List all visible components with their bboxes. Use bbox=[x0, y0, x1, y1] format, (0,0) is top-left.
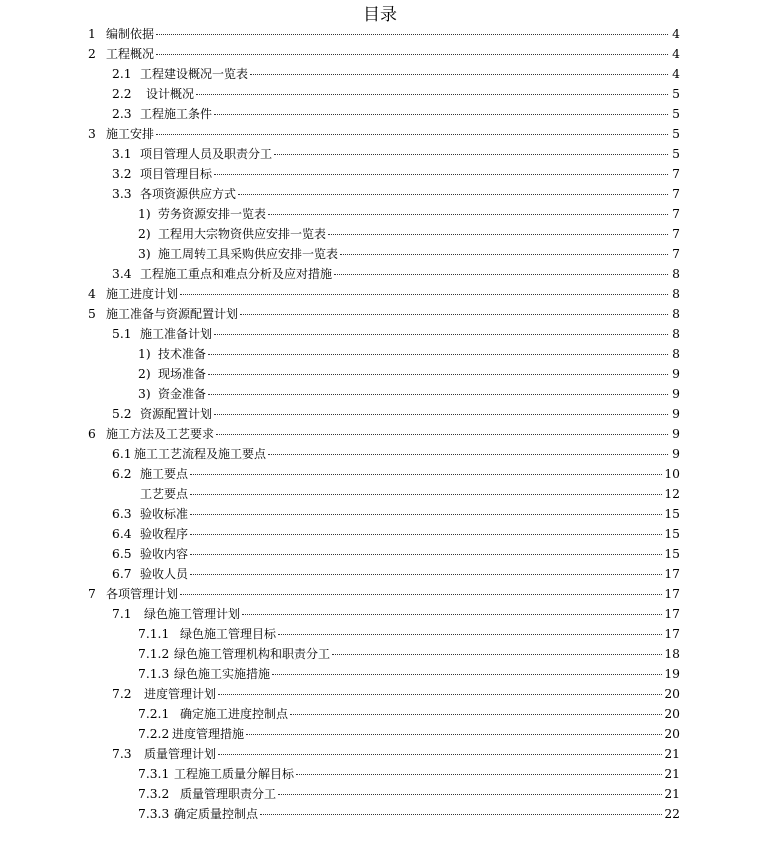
toc-entry-number: 2 bbox=[88, 47, 96, 61]
toc-entry-page: 7 bbox=[672, 167, 680, 181]
toc-entry-number: 3.1 bbox=[112, 147, 132, 161]
toc-entry-title: 现场准备 bbox=[158, 367, 207, 381]
toc-entry-number: 2) bbox=[138, 367, 151, 381]
toc-entry-title: 资金准备 bbox=[158, 387, 207, 401]
dot-leader bbox=[218, 740, 662, 755]
toc-entry-title: 绿色施工管理目标 bbox=[180, 627, 277, 641]
toc-entry-page: 5 bbox=[672, 127, 680, 141]
toc-entry-title: 验收标准 bbox=[140, 507, 189, 521]
toc-entry-page: 4 bbox=[672, 27, 680, 41]
dot-leader bbox=[216, 420, 668, 435]
toc-entry-number: 7.1.3 bbox=[138, 667, 170, 681]
toc-entry-page: 9 bbox=[672, 407, 680, 421]
toc-entry-page: 7 bbox=[672, 227, 680, 241]
toc-entry-number: 7.3 bbox=[112, 747, 132, 761]
toc-entry-page: 8 bbox=[672, 347, 680, 361]
toc-entry-page: 8 bbox=[672, 267, 680, 281]
toc-entry-title: 各项管理计划 bbox=[106, 587, 179, 601]
toc-entry-number: 5 bbox=[88, 307, 96, 321]
toc-entry-page: 4 bbox=[672, 67, 680, 81]
toc-entry-page: 10 bbox=[664, 467, 680, 481]
toc-entry-title: 施工周转工具采购供应安排一览表 bbox=[158, 247, 339, 261]
toc-entry-page: 4 bbox=[672, 47, 680, 61]
toc-entry-page: 7 bbox=[672, 187, 680, 201]
dot-leader bbox=[328, 220, 668, 235]
toc-entry[interactable] bbox=[138, 803, 680, 823]
dot-leader bbox=[268, 440, 668, 455]
toc-entry-number: 7 bbox=[88, 587, 96, 601]
toc-entry-title: 各项资源供应方式 bbox=[140, 187, 237, 201]
toc-entry-page: 22 bbox=[664, 807, 680, 821]
toc-entry-number: 7.3.1 bbox=[138, 767, 170, 781]
toc-entry-number: 3.3 bbox=[112, 187, 132, 201]
toc-entry-title: 绿色施工管理计划 bbox=[144, 607, 241, 621]
dot-leader bbox=[278, 780, 662, 795]
toc-entry-page: 19 bbox=[664, 667, 680, 681]
dot-leader bbox=[218, 680, 662, 695]
toc-entry-title: 施工准备与资源配置计划 bbox=[106, 307, 239, 321]
dot-leader bbox=[250, 60, 668, 75]
toc-entry-title: 进度管理计划 bbox=[144, 687, 217, 701]
dot-leader bbox=[214, 160, 668, 175]
toc-entry-number: 2.3 bbox=[112, 107, 132, 121]
toc-entry-title: 验收内容 bbox=[140, 547, 189, 561]
toc-entry-page: 9 bbox=[672, 387, 680, 401]
toc-entry-number: 6.7 bbox=[112, 567, 132, 581]
dot-leader bbox=[278, 620, 662, 635]
toc-entry-number: 1) bbox=[138, 347, 151, 361]
dot-leader bbox=[190, 460, 662, 475]
toc-entry-number: 7.2 bbox=[112, 687, 132, 701]
toc-entry-page: 21 bbox=[664, 767, 680, 781]
toc-entry-page: 5 bbox=[672, 87, 680, 101]
dot-leader bbox=[332, 640, 662, 655]
toc-entry-title: 绿色施工实施措施 bbox=[174, 667, 271, 681]
toc-entry-title: 工艺要点 bbox=[140, 487, 189, 501]
toc-entry-title: 技术准备 bbox=[158, 347, 207, 361]
dot-leader bbox=[190, 500, 662, 515]
toc-entry-title: 工程施工重点和难点分析及应对措施 bbox=[140, 267, 333, 281]
toc-entry-title: 设计概况 bbox=[146, 87, 195, 101]
toc-entry-number: 7.2.1 bbox=[138, 707, 170, 721]
toc-entry-page: 5 bbox=[672, 147, 680, 161]
dot-leader bbox=[214, 100, 668, 115]
dot-leader bbox=[190, 520, 662, 535]
dot-leader bbox=[156, 120, 668, 135]
toc-entry-title: 工程建设概况一览表 bbox=[140, 67, 249, 81]
toc-entry-title: 质量管理职责分工 bbox=[180, 787, 277, 801]
dot-leader bbox=[296, 760, 662, 775]
toc-entry-number: 6.4 bbox=[112, 527, 132, 541]
toc-entry-page: 17 bbox=[664, 607, 680, 621]
toc-entry-number: 2.1 bbox=[112, 67, 132, 81]
toc-entry-title: 确定施工进度控制点 bbox=[180, 707, 289, 721]
toc-entry-number: 3 bbox=[88, 127, 96, 141]
dot-leader bbox=[214, 400, 668, 415]
toc-entry-page: 20 bbox=[664, 727, 680, 741]
toc-entry-page: 12 bbox=[664, 487, 680, 501]
toc-entry-title: 编制依据 bbox=[106, 27, 155, 41]
toc-entry-page: 8 bbox=[672, 307, 680, 321]
toc-entry-number: 2) bbox=[138, 227, 151, 241]
toc-entry-number: 3) bbox=[138, 387, 151, 401]
toc-entry-page: 17 bbox=[664, 587, 680, 601]
toc-entry-number: 5.2 bbox=[112, 407, 132, 421]
toc-entry-page: 21 bbox=[664, 787, 680, 801]
dot-leader bbox=[260, 800, 662, 815]
dot-leader bbox=[290, 700, 662, 715]
toc-entry-title: 工程概况 bbox=[106, 47, 155, 61]
toc-entry-title: 施工要点 bbox=[140, 467, 189, 481]
toc-entry-number: 1 bbox=[88, 27, 96, 41]
dot-leader bbox=[208, 340, 668, 355]
page-title: 目录 bbox=[363, 5, 397, 25]
dot-leader bbox=[334, 260, 668, 275]
toc-entry-number: 5.1 bbox=[112, 327, 132, 341]
toc-entry-number: 6 bbox=[88, 427, 96, 441]
toc-entry-number: 6.3 bbox=[112, 507, 132, 521]
toc-entry-number: 3.2 bbox=[112, 167, 132, 181]
toc-entry-page: 9 bbox=[672, 427, 680, 441]
toc-entry-page: 20 bbox=[664, 687, 680, 701]
dot-leader bbox=[242, 600, 662, 615]
toc-entry-page: 17 bbox=[664, 567, 680, 581]
toc-entry-number: 6.1 bbox=[112, 447, 132, 461]
toc-entry-number: 6.5 bbox=[112, 547, 132, 561]
toc-entry-page: 15 bbox=[664, 547, 680, 561]
toc-entry-number: 6.2 bbox=[112, 467, 132, 481]
toc-entry-title: 资源配置计划 bbox=[140, 407, 213, 421]
dot-leader bbox=[190, 480, 662, 495]
toc-entry-title: 进度管理措施 bbox=[172, 727, 245, 741]
toc-entry-page: 5 bbox=[672, 107, 680, 121]
toc-entry-title: 确定质量控制点 bbox=[174, 807, 259, 821]
toc-entry-number: 7.1.1 bbox=[138, 627, 170, 641]
toc-entry-page: 17 bbox=[664, 627, 680, 641]
dot-leader bbox=[180, 280, 668, 295]
toc-entry-title: 工程用大宗物资供应安排一览表 bbox=[158, 227, 327, 241]
toc-entry-number: 3.4 bbox=[112, 267, 132, 281]
toc-entry-title: 工程施工条件 bbox=[140, 107, 213, 121]
toc-entry-page: 21 bbox=[664, 747, 680, 761]
toc-entry-page: 15 bbox=[664, 527, 680, 541]
toc-entry-title: 施工方法及工艺要求 bbox=[106, 427, 215, 441]
toc-entry-number: 7.3.2 bbox=[138, 787, 170, 801]
toc-entry-page: 20 bbox=[664, 707, 680, 721]
dot-leader bbox=[340, 240, 668, 255]
toc-entry-number: 3) bbox=[138, 247, 151, 261]
dot-leader bbox=[208, 380, 668, 395]
toc-entry-number: 1) bbox=[138, 207, 151, 221]
toc-entry-title: 绿色施工管理机构和职责分工 bbox=[174, 647, 331, 661]
dot-leader bbox=[246, 720, 662, 735]
toc-entry-page: 7 bbox=[672, 247, 680, 261]
toc-entry-page: 9 bbox=[672, 447, 680, 461]
toc-entry-page: 7 bbox=[672, 207, 680, 221]
toc-entry-title: 劳务资源安排一览表 bbox=[158, 207, 267, 221]
toc-entry-number: 7.1 bbox=[112, 607, 132, 621]
toc-entry-title: 施工工艺流程及施工要点 bbox=[134, 447, 267, 461]
toc-entry-number: 2.2 bbox=[112, 87, 132, 101]
dot-leader bbox=[156, 40, 668, 55]
dot-leader bbox=[156, 20, 668, 35]
toc-entry-page: 15 bbox=[664, 507, 680, 521]
dot-leader bbox=[274, 140, 668, 155]
dot-leader bbox=[190, 540, 662, 555]
toc-entry-page: 8 bbox=[672, 327, 680, 341]
toc-entry-title: 项目管理人员及职责分工 bbox=[140, 147, 273, 161]
toc-entry-title: 施工进度计划 bbox=[106, 287, 179, 301]
toc-entry-title: 工程施工质量分解目标 bbox=[174, 767, 295, 781]
toc-entry-title: 质量管理计划 bbox=[144, 747, 217, 761]
toc-entry-page: 8 bbox=[672, 287, 680, 301]
toc-entry-title: 施工安排 bbox=[106, 127, 155, 141]
dot-leader bbox=[268, 200, 668, 215]
toc-entry-page: 18 bbox=[664, 647, 680, 661]
dot-leader bbox=[208, 360, 668, 375]
dot-leader bbox=[196, 80, 668, 95]
dot-leader bbox=[240, 300, 668, 315]
dot-leader bbox=[214, 320, 668, 335]
toc-entry-page: 9 bbox=[672, 367, 680, 381]
toc-entry-number: 7.2.2 bbox=[138, 727, 170, 741]
toc-entry-title: 验收人员 bbox=[140, 567, 189, 581]
toc-entry-title: 项目管理目标 bbox=[140, 167, 213, 181]
toc-entry-number: 4 bbox=[88, 287, 96, 301]
dot-leader bbox=[272, 660, 662, 675]
dot-leader bbox=[238, 180, 668, 195]
toc-entry-number: 7.3.3 bbox=[138, 807, 170, 821]
dot-leader bbox=[180, 580, 662, 595]
toc-entry-number: 7.1.2 bbox=[138, 647, 170, 661]
toc-entry-title: 验收程序 bbox=[140, 527, 189, 541]
dot-leader bbox=[190, 560, 662, 575]
toc-entry-title: 施工准备计划 bbox=[140, 327, 213, 341]
